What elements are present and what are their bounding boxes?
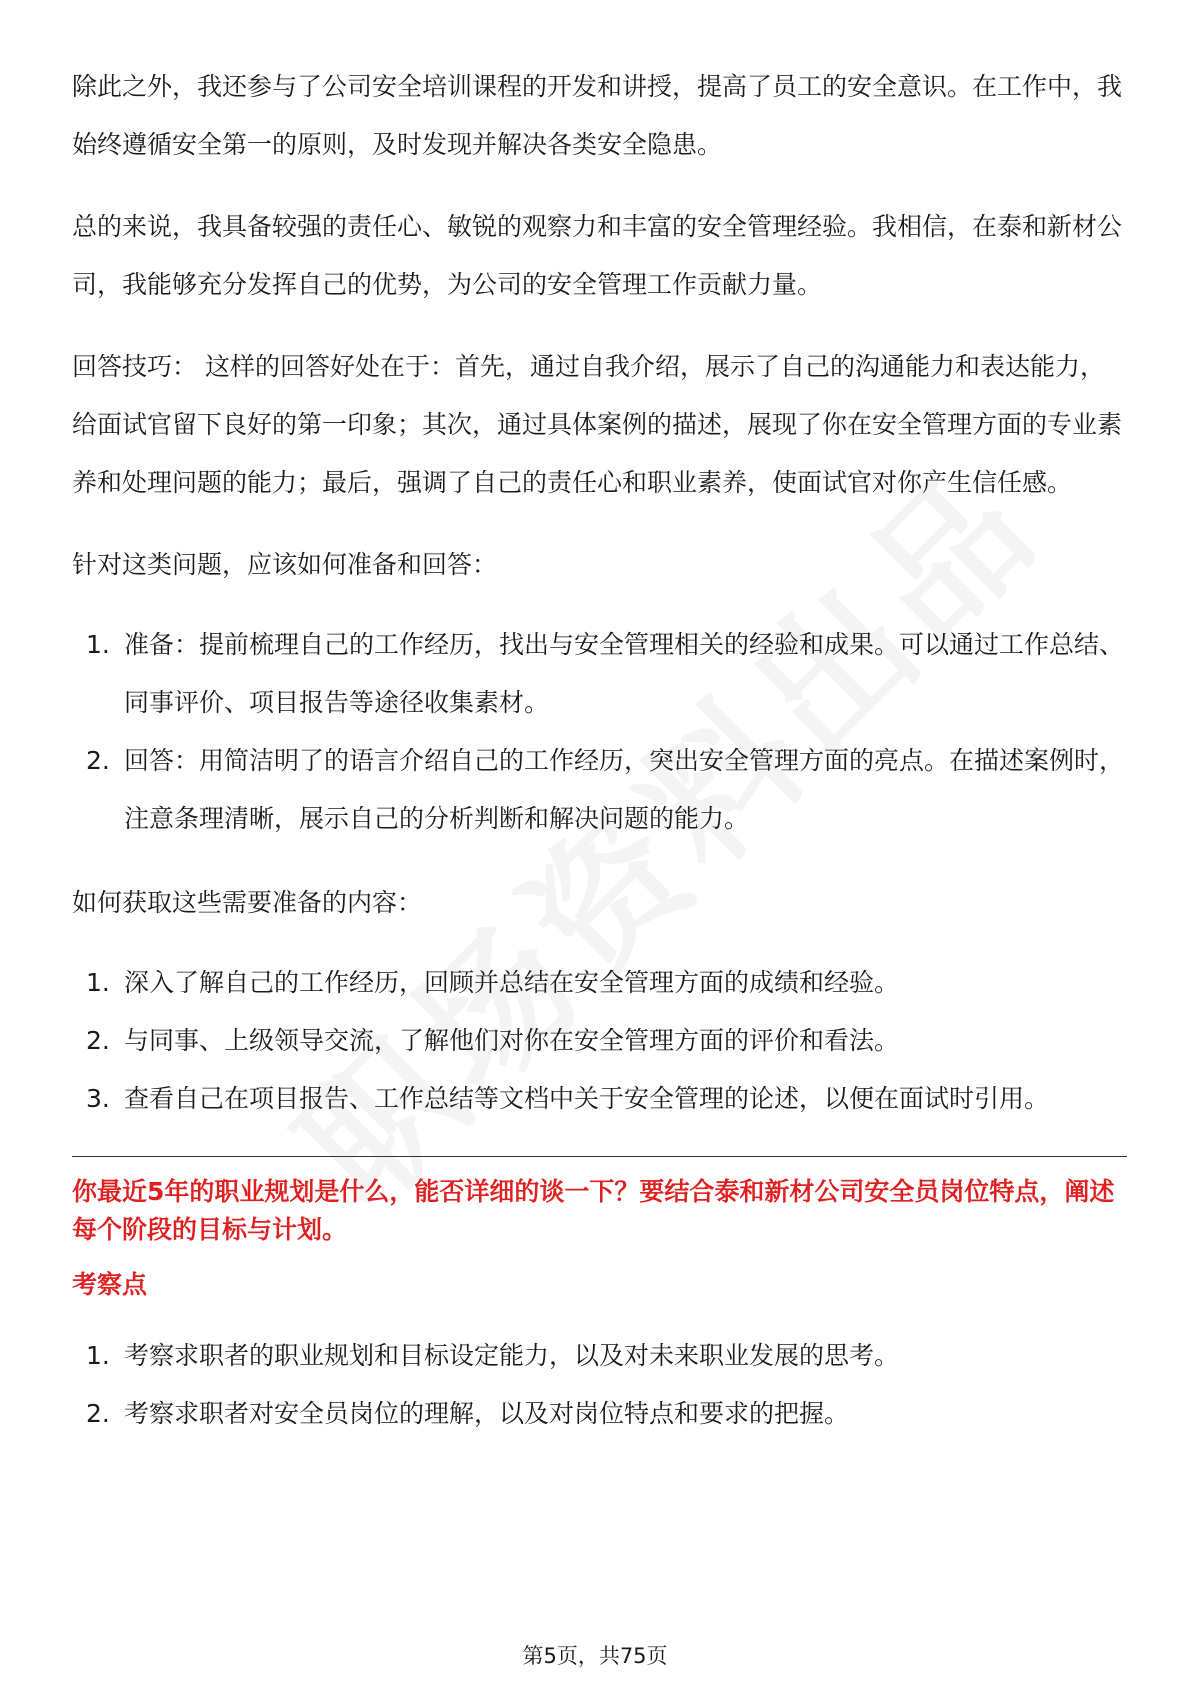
interview-question: 你最近5年的职业规划是什么，能否详细的谈一下？要结合泰和新材公司安全员岗位特点，阐述每个阶段的目标与计划。 (72, 1177, 1115, 1244)
list-number: 2. (86, 1399, 110, 1428)
page-content (72, 58, 1127, 1469)
list-item (72, 954, 1127, 1012)
list-item-text: 准备：提前梳理自己的工作经历，找出与安全管理相关的经验和成果。可以通过工作总结、同事评价、项目报告等途径收集素材。 (124, 630, 1125, 717)
list-item-text: 与同事、上级领导交流，了解他们对你在安全管理方面的评价和看法。 (124, 1026, 900, 1055)
page-number-footer: 第5页，共75页 (522, 1644, 668, 1668)
list-number: 2. (86, 1026, 110, 1055)
list-number: 1. (86, 968, 110, 997)
list-item-text: 深入了解自己的工作经历，回顾并总结在安全管理方面的成绩和经验。 (124, 968, 900, 997)
list-item-text: 考察求职者的职业规划和目标设定能力，以及对未来职业发展的思考。 (124, 1341, 900, 1370)
paragraph: 除此之外，我还参与了公司安全培训课程的开发和讲授，提高了员工的安全意识。在工作中，我始终遵循安全第一的原则，及时发现并解决各类安全隐患。 (72, 72, 1123, 159)
focus-list (72, 1327, 1127, 1443)
list-item-text: 回答：用简洁明了的语言介绍自己的工作经历，突出安全管理方面的亮点。在描述案例时，注意条理清晰，展示自己的分析判断和解决问题的能力。 (124, 746, 1125, 833)
list-item-text: 考察求职者对安全员岗位的理解，以及对岗位特点和要求的把握。 (124, 1399, 850, 1428)
preparation-intro: 针对这类问题，应该如何准备和回答： (72, 550, 498, 579)
obtain-intro: 如何获取这些需要准备的内容： (72, 888, 423, 917)
section-divider (72, 1156, 1127, 1157)
list-item (72, 1385, 1127, 1443)
list-item (72, 732, 1127, 848)
list-number: 1. (86, 1341, 110, 1370)
obtain-list (72, 954, 1127, 1128)
preparation-list (72, 616, 1127, 848)
focus-heading: 考察点 (72, 1270, 148, 1299)
list-number: 3. (86, 1084, 110, 1113)
list-item (72, 1327, 1127, 1385)
answer-tips-paragraph: 回答技巧： 这样的回答好处在于：首先，通过自我介绍，展示了自己的沟通能力和表达能力，给面试官留下良好的第一印象；其次，通过具体案例的描述，展现了你在安全管理方面的专业素养和处理问题的能力；最后，强调了自己的责任心和职业素养，使面试官对你产生信任感。 (72, 352, 1123, 497)
list-number: 2. (86, 746, 110, 775)
list-item (72, 1070, 1127, 1128)
list-number: 1. (86, 630, 110, 659)
list-item (72, 1012, 1127, 1070)
list-item-text: 查看自己在项目报告、工作总结等文档中关于安全管理的论述，以便在面试时引用。 (124, 1084, 1050, 1113)
paragraph: 总的来说，我具备较强的责任心、敏锐的观察力和丰富的安全管理经验。我相信，在泰和新材公司，我能够充分发挥自己的优势，为公司的安全管理工作贡献力量。 (72, 212, 1123, 299)
list-item (72, 616, 1127, 732)
